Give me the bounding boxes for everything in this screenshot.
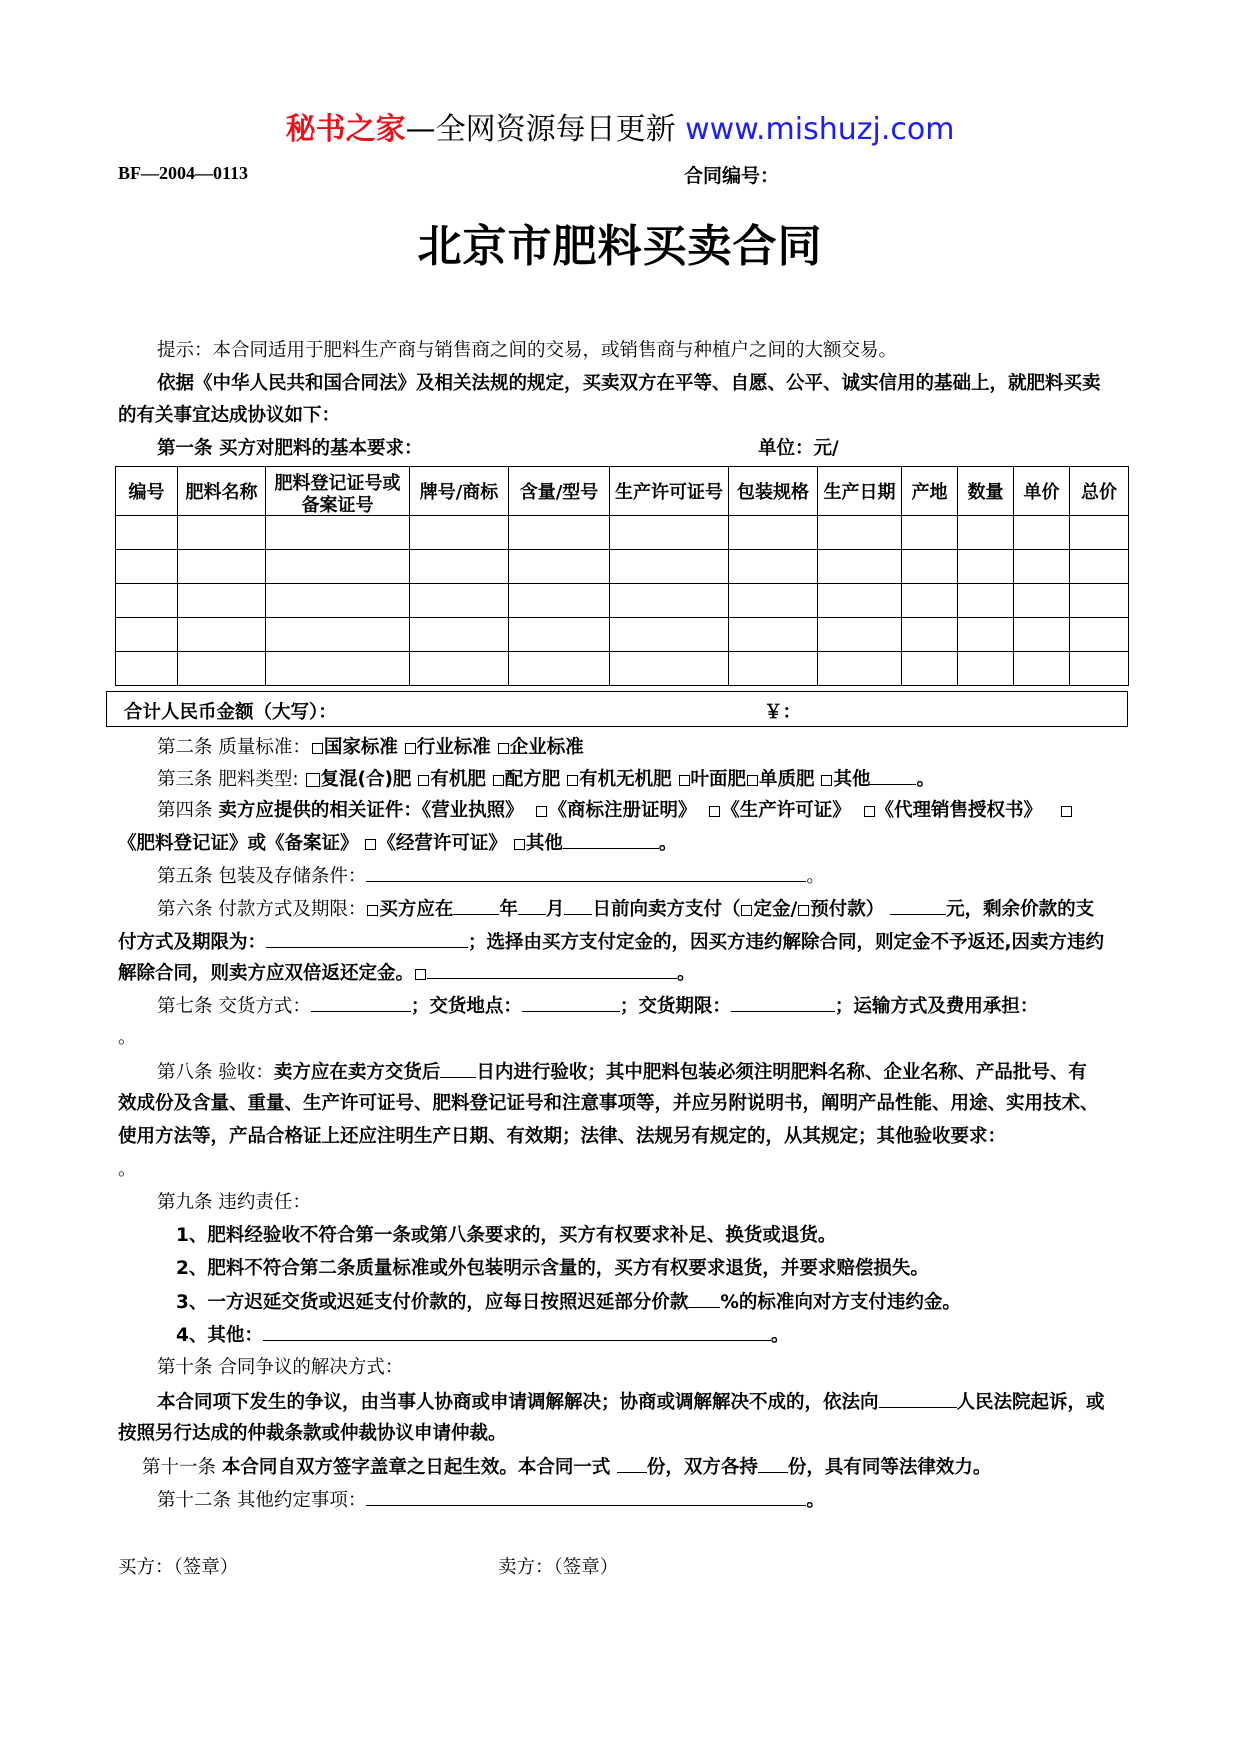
text: 份，双方各持: [646, 1457, 758, 1478]
table-cell[interactable]: [266, 618, 410, 652]
article-2-label: 第二条 质量标准：: [157, 737, 311, 758]
fill-blank[interactable]: [870, 766, 916, 785]
col-header: 编号: [116, 467, 178, 516]
article-12-label: 第十二条 其他约定事项：: [157, 1490, 367, 1511]
checkbox[interactable]: [567, 775, 578, 786]
fill-blank[interactable]: [758, 1454, 788, 1473]
unit-label: 单位：元/: [758, 438, 839, 459]
fill-blank[interactable]: [427, 960, 677, 979]
article-8-line-3: 使用方法等，产品合格证上还应注明生产日期、有效期；法律、法规另有规定的，从其规定；其他验收要求：: [118, 1126, 1007, 1147]
total-yen-label: ￥：: [764, 702, 802, 723]
article-4-line-1: [157, 798, 1073, 824]
text: 份，具有同等法律效力。: [787, 1457, 992, 1478]
table-cell[interactable]: [1014, 584, 1070, 618]
fill-blank[interactable]: [266, 929, 468, 948]
table-row: [116, 550, 1129, 584]
option-label: 《营业执照》: [421, 800, 524, 821]
col-header: 包装规格: [729, 467, 818, 516]
table-cell[interactable]: [1014, 652, 1070, 686]
banner-slogan: —全网资源每日更新: [405, 112, 686, 147]
site-url-link[interactable]: www.mishuzj.com: [685, 112, 955, 147]
checkbox[interactable]: [821, 775, 832, 786]
article-10-label: 第十条 合同争议的解决方式：: [157, 1357, 404, 1378]
checkbox[interactable]: [536, 806, 547, 817]
article-7: [157, 993, 1038, 1020]
col-header: 牌号/商标: [410, 467, 509, 516]
article-10-line-2: 按照另行达成的仲裁条款或仲裁协议申请仲裁。: [118, 1423, 507, 1444]
text: 月: [545, 899, 565, 920]
table-cell[interactable]: [1070, 618, 1129, 652]
article-4-label: 第四条: [157, 800, 219, 821]
table-cell[interactable]: [266, 652, 410, 686]
table-cell[interactable]: [1014, 516, 1070, 550]
option-label: 《肥料登记证》或《备案证》: [118, 833, 359, 854]
option-label: 《经营许可证》: [377, 833, 507, 854]
table-row: [116, 584, 1129, 618]
article-5: [157, 863, 825, 890]
buyer-signature: 买方：（签章）: [118, 1557, 239, 1578]
table-row: [116, 516, 1129, 550]
table-cell[interactable]: [116, 516, 178, 550]
article-11-label: 第十一条: [142, 1457, 222, 1478]
table-cell[interactable]: [958, 584, 1014, 618]
checkbox[interactable]: [312, 743, 323, 754]
article-4-line-2: [118, 830, 677, 857]
table-cell[interactable]: [958, 550, 1014, 584]
option-label: 《商标注册证明》: [548, 800, 697, 821]
checkbox[interactable]: [365, 839, 376, 850]
table-cell[interactable]: [178, 550, 266, 584]
table-cell[interactable]: [729, 550, 818, 584]
table-cell[interactable]: [266, 516, 410, 550]
table-cell[interactable]: [509, 652, 610, 686]
article-9-item-1: 1、肥料经验收不符合第一条或第八条要求的，买方有权要求补足、换货或退货。: [176, 1225, 837, 1246]
article-7-label: 第七条 交货方式：: [157, 996, 311, 1017]
checkbox[interactable]: [1061, 806, 1072, 817]
fill-blank[interactable]: [522, 993, 620, 1012]
fill-blank[interactable]: [440, 1059, 476, 1078]
table-cell[interactable]: [410, 516, 509, 550]
fill-blank[interactable]: [311, 993, 411, 1012]
checkbox[interactable]: [747, 775, 758, 786]
text: 本合同自双方签字盖章之日起生效。本合同一式: [221, 1457, 617, 1478]
table-cell[interactable]: [410, 550, 509, 584]
article-11: [142, 1454, 991, 1481]
table-cell[interactable]: [509, 516, 610, 550]
table-cell[interactable]: [1070, 584, 1129, 618]
document-code: BF—2004—0113: [118, 163, 249, 183]
fill-blank[interactable]: [263, 1322, 771, 1341]
table-cell[interactable]: [610, 550, 729, 584]
col-header: 产地: [902, 467, 958, 516]
text: 付方式及期限为：: [118, 932, 267, 953]
table-cell[interactable]: [410, 618, 509, 652]
col-header: 生产许可证号: [610, 467, 729, 516]
fertilizer-table: [115, 466, 1129, 686]
checkbox[interactable]: [864, 806, 875, 817]
option-label: 其他: [833, 769, 871, 790]
table-cell[interactable]: [509, 618, 610, 652]
fill-blank[interactable]: [731, 993, 835, 1012]
fill-blank[interactable]: [366, 863, 806, 882]
col-header: 数量: [958, 467, 1014, 516]
table-cell[interactable]: [116, 652, 178, 686]
table-cell[interactable]: [116, 550, 178, 584]
text: 预付款）: [810, 899, 885, 920]
checkbox[interactable]: [798, 905, 809, 916]
text: ；运输方式及费用承担：: [834, 996, 1039, 1017]
article-8-line-2: 效成份及含量、重量、生产许可证号、肥料登记证号和注意事项等，并应另附说明书，阐明产品性能、用途、实用技术、: [118, 1093, 1099, 1114]
option-label: 叶面肥: [690, 769, 747, 790]
punctuation: 。: [806, 866, 825, 887]
table-cell[interactable]: [958, 618, 1014, 652]
option-label: 《生产许可证》: [721, 800, 851, 821]
text: 4、其他：: [176, 1325, 263, 1346]
checkbox[interactable]: [493, 775, 504, 786]
col-header: 总价: [1070, 467, 1129, 516]
total-amount-row: [106, 691, 1128, 727]
text: 年: [499, 899, 518, 920]
fill-blank[interactable]: [688, 1289, 720, 1308]
table-cell[interactable]: [610, 584, 729, 618]
table-cell[interactable]: [902, 584, 958, 618]
option-label: 单质肥: [759, 769, 815, 790]
article-6-label: 第六条 付款方式及期限：: [157, 899, 367, 920]
option-label: 企业标准: [509, 737, 584, 758]
text: 买方应在: [379, 899, 454, 920]
article-8-end: 。: [118, 1159, 137, 1180]
table-cell[interactable]: [729, 652, 818, 686]
text: 解除合同，则卖方应双倍返还定金。: [118, 963, 415, 984]
option-label: 行业标准: [416, 737, 491, 758]
fill-blank[interactable]: [518, 896, 546, 915]
table-cell[interactable]: [1070, 550, 1129, 584]
site-banner: [0, 104, 1240, 148]
checkbox[interactable]: [418, 775, 429, 786]
checkbox[interactable]: [415, 969, 426, 980]
checkbox[interactable]: [741, 905, 752, 916]
option-label: 国家标准: [323, 737, 398, 758]
table-cell[interactable]: [902, 618, 958, 652]
punctuation: 。: [677, 963, 696, 984]
option-label: 其他: [525, 833, 563, 854]
checkbox[interactable]: [514, 839, 525, 850]
fill-blank[interactable]: [564, 896, 592, 915]
table-cell[interactable]: [116, 618, 178, 652]
article-9-label: 第九条 违约责任：: [157, 1192, 311, 1213]
punctuation: 。: [806, 1490, 825, 1511]
article-10-line-1: [157, 1389, 1105, 1416]
table-cell[interactable]: [178, 584, 266, 618]
col-header: [266, 467, 410, 516]
fill-blank[interactable]: [879, 1389, 957, 1408]
table-cell[interactable]: [902, 550, 958, 584]
table-cell[interactable]: [1014, 550, 1070, 584]
table-cell[interactable]: [902, 652, 958, 686]
fill-blank[interactable]: [890, 896, 946, 915]
article-12: [157, 1487, 825, 1514]
option-label: 有机无机肥: [579, 769, 672, 790]
checkbox[interactable]: [498, 743, 509, 754]
hint-text: 提示：本合同适用于肥料生产商与销售商之间的交易，或销售商与种植户之间的大额交易。: [157, 340, 898, 361]
text: 元，剩余价款的支: [946, 899, 1095, 920]
table-cell[interactable]: [818, 618, 902, 652]
seller-signature: 卖方：（签章）: [498, 1557, 619, 1578]
option-label: 复混(合)肥: [320, 769, 412, 790]
col-header: 生产日期: [818, 467, 902, 516]
option-label: 《代理销售授权书》: [875, 800, 1043, 821]
table-cell[interactable]: [818, 516, 902, 550]
col-header-text: 肥料登记证号或备案证号: [274, 473, 401, 513]
punctuation: 。: [916, 769, 935, 790]
article-6-line-3: [118, 960, 696, 987]
table-row: [116, 652, 1129, 686]
text: 定金/: [753, 899, 798, 920]
table-cell[interactable]: [818, 584, 902, 618]
table-cell[interactable]: [178, 618, 266, 652]
text: 人民法院起诉，或: [956, 1392, 1105, 1413]
table-cell[interactable]: [902, 516, 958, 550]
table-cell[interactable]: [818, 550, 902, 584]
col-header: 含量/型号: [509, 467, 610, 516]
table-cell[interactable]: [958, 652, 1014, 686]
checkbox[interactable]: [709, 806, 720, 817]
article-1-label: 第一条 买方对肥料的基本要求：: [157, 438, 423, 459]
fill-blank[interactable]: [453, 896, 499, 915]
text: ；交货地点：: [410, 996, 522, 1017]
table-row: [116, 618, 1129, 652]
table-cell[interactable]: [729, 618, 818, 652]
table-cell[interactable]: [266, 550, 410, 584]
punctuation: 。: [658, 833, 678, 854]
option-label: 有机肥: [430, 769, 486, 790]
page-title: 北京市肥料买卖合同: [417, 221, 823, 272]
table-cell[interactable]: [509, 550, 610, 584]
table-cell[interactable]: [729, 516, 818, 550]
text: 日前向卖方支付（: [592, 899, 741, 920]
table-cell[interactable]: [116, 584, 178, 618]
punctuation: 。: [770, 1325, 790, 1346]
contract-number-label: 合同编号：: [684, 165, 780, 187]
checkbox[interactable]: [679, 775, 690, 786]
article-4-lead: 卖方应提供的相关证件：: [218, 800, 422, 821]
checkbox[interactable]: [306, 773, 320, 787]
article-9-item-4: [176, 1322, 789, 1349]
table-cell[interactable]: [410, 652, 509, 686]
article-9-item-2: 2、肥料不符合第二条质量标准或外包装明示含量的，买方有权要求退货，并要求赔偿损失。: [176, 1258, 929, 1279]
checkbox[interactable]: [367, 905, 378, 916]
text: %的标准向对方支付违约金。: [720, 1292, 961, 1313]
table-cell[interactable]: [178, 516, 266, 550]
text: ；选择由买方支付定金的，因买方违约解除合同，则定金不予返还,因卖方违约: [468, 932, 1105, 953]
article-3-label: 第三条 肥料类型:: [157, 769, 305, 790]
table-cell[interactable]: [958, 516, 1014, 550]
table-cell[interactable]: [729, 584, 818, 618]
fill-blank[interactable]: [366, 1487, 806, 1506]
article-9-item-3: [176, 1289, 961, 1316]
total-amount-label: 合计人民币金额（大写）：: [124, 702, 337, 723]
table-cell[interactable]: [610, 652, 729, 686]
table-cell[interactable]: [1014, 618, 1070, 652]
table-cell[interactable]: [410, 584, 509, 618]
table-header-row: [116, 467, 1129, 516]
text: 日内进行验收；其中肥料包装必须注明肥料名称、企业名称、产品批号、有: [476, 1062, 1087, 1083]
article-7-end: 。: [118, 1027, 137, 1048]
table-cell[interactable]: [178, 652, 266, 686]
article-6-line-1: [157, 896, 1094, 923]
basis-text-1: 依据《中华人民共和国合同法》及相关法规的规定，买卖双方在平等、自愿、公平、诚实信用的基础上，就肥料买卖: [157, 373, 1101, 394]
text: 本合同项下发生的争议，由当事人协商或申请调解解决；协商或调解解决不成的，依法向: [157, 1392, 879, 1413]
article-3: [157, 766, 935, 793]
article-6-line-2: [118, 929, 1104, 956]
table-cell[interactable]: [610, 618, 729, 652]
table-cell[interactable]: [509, 584, 610, 618]
basis-text-2: 的有关事宜达成协议如下：: [118, 405, 341, 426]
brand-name: 秘书之家: [285, 112, 406, 147]
article-2: [157, 735, 584, 761]
text: ；交货期限：: [619, 996, 731, 1017]
text: 3、一方迟延交货或迟延支付价款的，应每日按照迟延部分价款: [176, 1292, 689, 1313]
article-8-label: 第八条 验收：: [157, 1062, 274, 1083]
article-5-label: 第五条 包装及存储条件：: [157, 866, 367, 887]
fill-blank[interactable]: [563, 830, 659, 849]
col-header: 单价: [1014, 467, 1070, 516]
option-label: 配方肥: [504, 769, 561, 790]
table-cell[interactable]: [1070, 516, 1129, 550]
table-cell[interactable]: [266, 584, 410, 618]
fill-blank[interactable]: [617, 1454, 647, 1473]
article-8-line-1: [157, 1059, 1087, 1086]
table-cell[interactable]: [610, 516, 729, 550]
table-cell[interactable]: [818, 652, 902, 686]
text: 卖方应在卖方交货后: [273, 1062, 441, 1083]
col-header: 肥料名称: [178, 467, 266, 516]
checkbox[interactable]: [405, 743, 416, 754]
table-cell[interactable]: [1070, 652, 1129, 686]
